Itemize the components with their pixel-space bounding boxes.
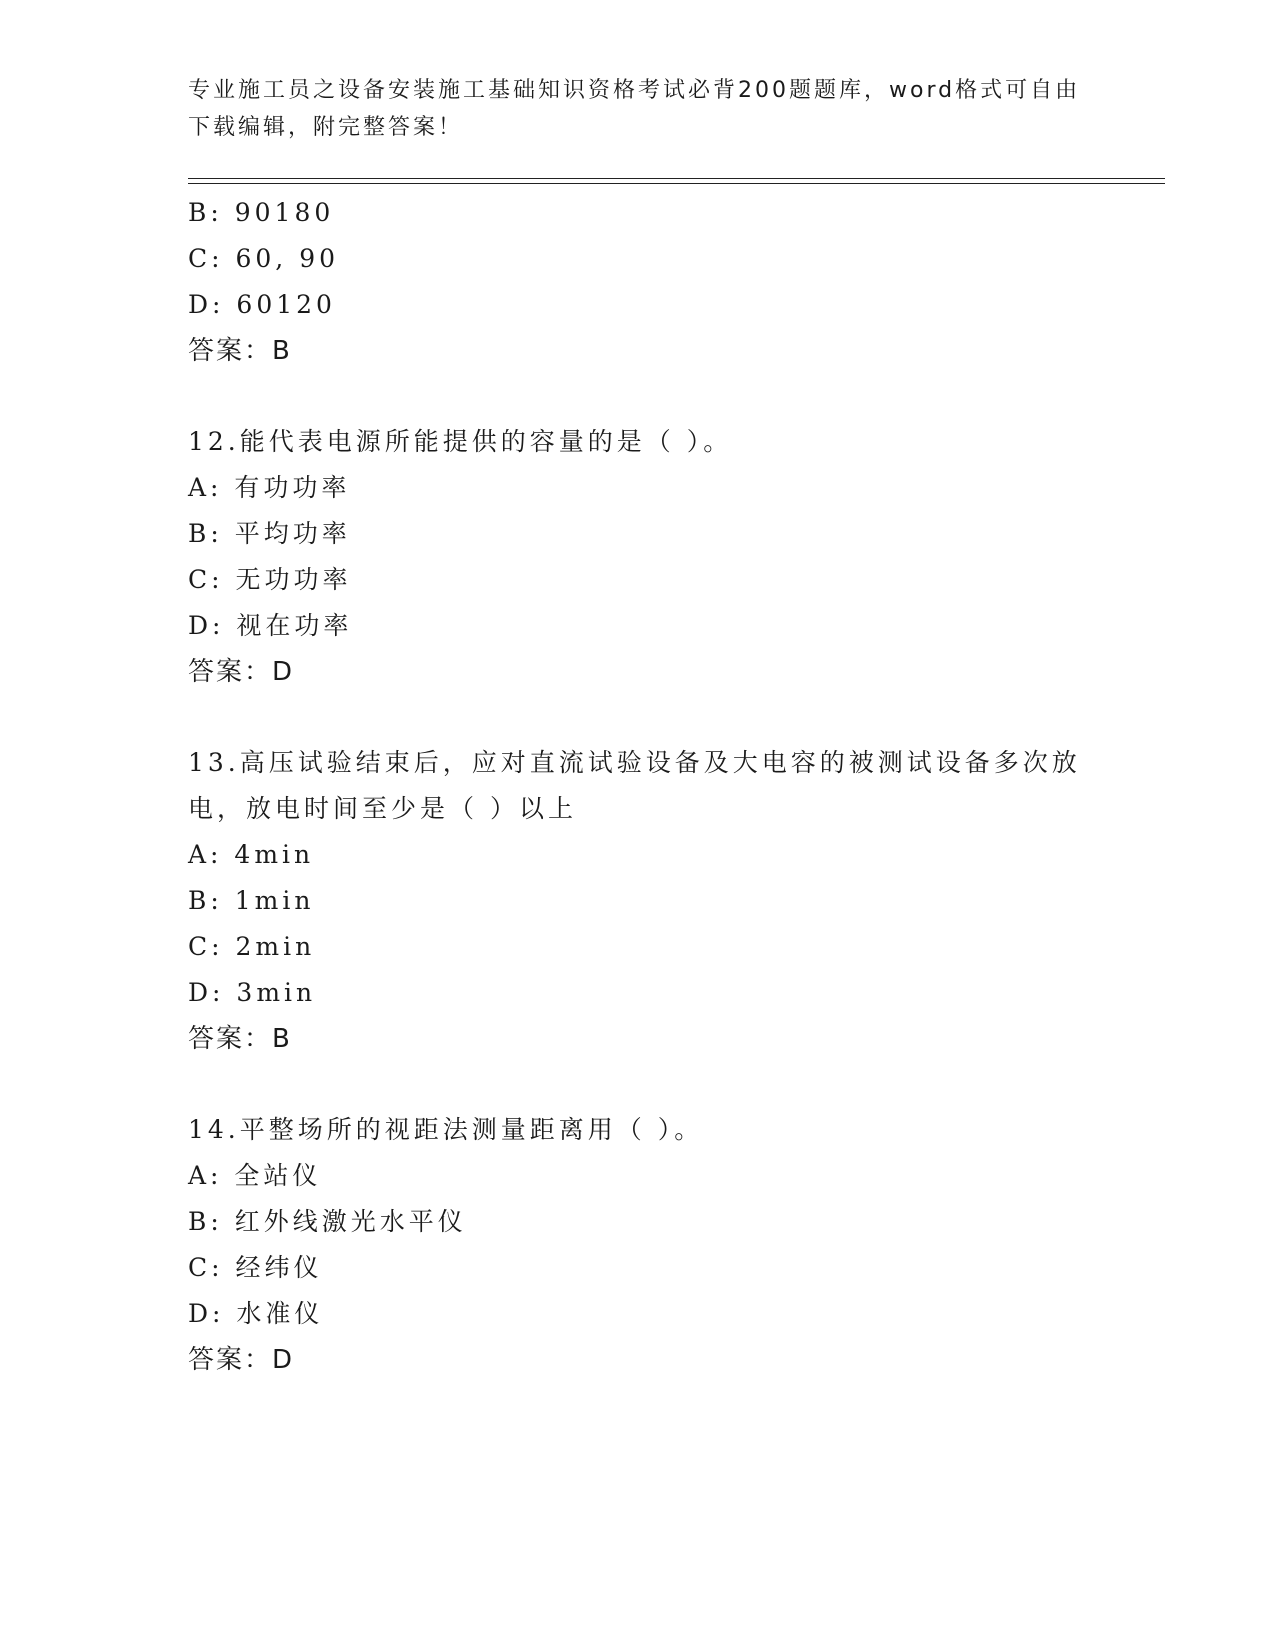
header-divider-top xyxy=(188,178,1165,179)
header-line-2: 下载编辑，附完整答案！ xyxy=(188,115,464,140)
spacer xyxy=(188,1062,1088,1107)
answer: 答案：D xyxy=(188,657,295,687)
option-d: D: 60120 xyxy=(188,290,336,319)
option-a: A: 全站仪 xyxy=(188,1161,322,1190)
option-a: A: 4min xyxy=(188,840,315,869)
option-c: C: 无功功率 xyxy=(188,565,352,594)
option-b: B: 红外线激光水平仪 xyxy=(188,1207,467,1236)
question-list xyxy=(188,190,1088,1383)
question-13 xyxy=(188,740,1088,1062)
question-14 xyxy=(188,1107,1088,1383)
answer: 答案：B xyxy=(188,336,292,366)
option-b: B: 90180 xyxy=(188,198,335,227)
option-d: D: 3min xyxy=(188,978,317,1007)
question-text-line-1: 13.高压试验结束后，应对直流试验设备及大电容的被测试设备多次放 xyxy=(188,748,1081,777)
spacer xyxy=(188,374,1088,419)
answer: 答案：D xyxy=(188,1345,295,1375)
question-text-line-2: 电，放电时间至少是（ ）以上 xyxy=(188,794,577,823)
option-a: A: 有功功率 xyxy=(188,473,351,502)
option-b: B: 1min xyxy=(188,886,315,915)
document-header xyxy=(188,72,1088,146)
option-b: B: 平均功率 xyxy=(188,519,351,548)
header-divider-bottom xyxy=(188,183,1165,184)
option-d: D: 视在功率 xyxy=(188,611,353,640)
header-line-1: 专业施工员之设备安装施工基础知识资格考试必背200题题库，word格式可自由 xyxy=(188,78,1081,103)
option-c: C: 60, 90 xyxy=(188,244,340,273)
question-text: 14.平整场所的视距法测量距离用（ ）。 xyxy=(188,1115,704,1144)
question-12 xyxy=(188,419,1088,695)
question-text: 12.能代表电源所能提供的容量的是（ ）。 xyxy=(188,427,733,456)
question-11 xyxy=(188,190,1088,374)
answer: 答案：B xyxy=(188,1024,292,1054)
option-d: D: 水准仪 xyxy=(188,1299,324,1328)
option-c: C: 2min xyxy=(188,932,316,961)
spacer xyxy=(188,695,1088,740)
option-c: C: 经纬仪 xyxy=(188,1253,323,1282)
